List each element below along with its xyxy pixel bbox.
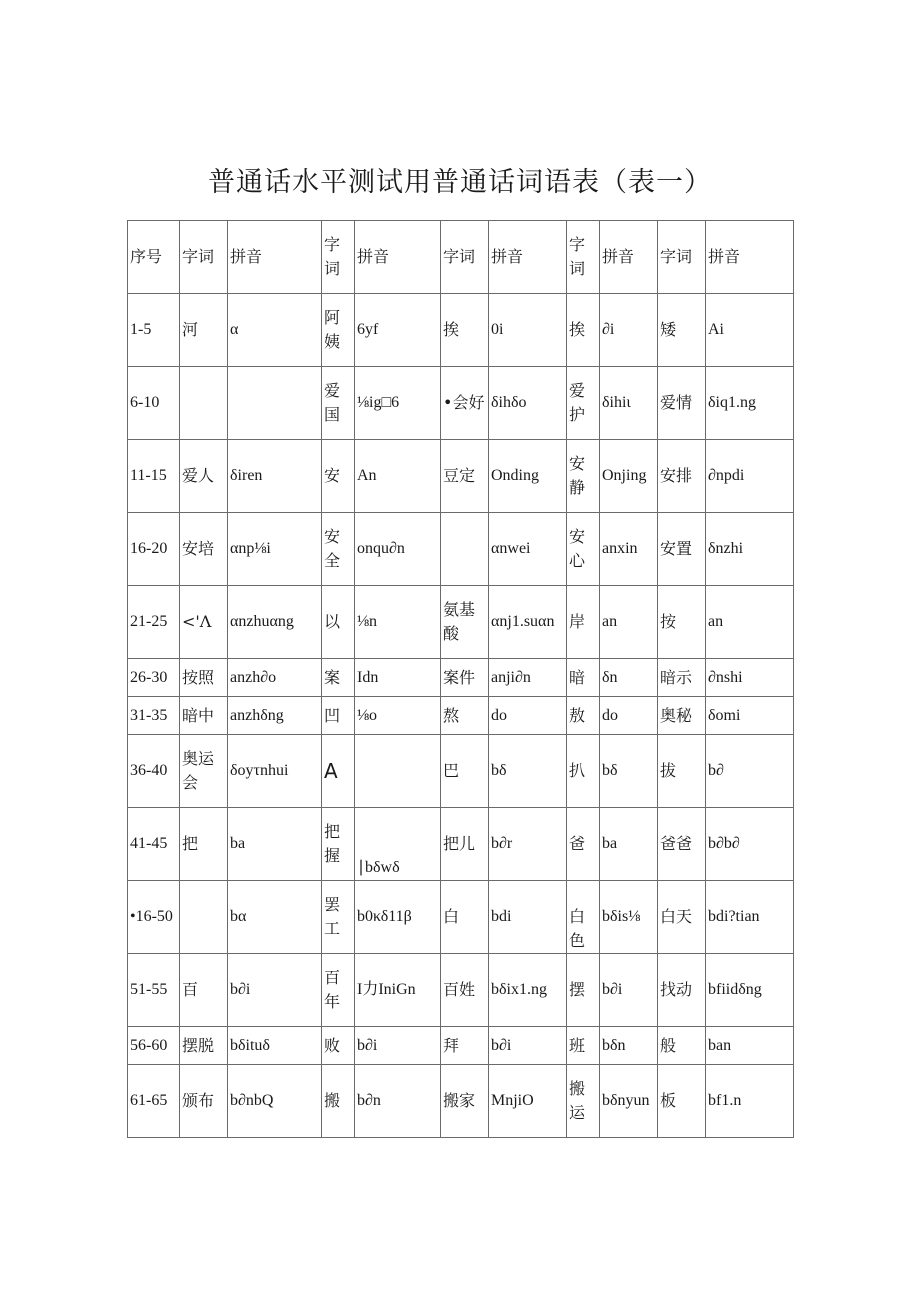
word-cell: 巴 (441, 735, 489, 808)
pinyin-cell: δiq1.ng (706, 367, 794, 440)
header-cell: 字词 (441, 221, 489, 294)
pinyin-cell: an (600, 586, 658, 659)
row-number: 31-35 (128, 697, 180, 735)
word-cell: 挨 (441, 294, 489, 367)
pinyin-cell: anzhδng (228, 697, 322, 735)
pinyin-cell: δn (600, 659, 658, 697)
word-cell: 爸爸 (658, 808, 706, 881)
pinyin-cell: ban (706, 1027, 794, 1065)
row-number: 21-25 (128, 586, 180, 659)
word-cell: 摆脱 (180, 1027, 228, 1065)
pinyin-cell: ∣bδwδ (355, 808, 441, 881)
pinyin-cell: ba (228, 808, 322, 881)
word-cell: •会好 (441, 367, 489, 440)
word-cell: 阿姨 (322, 294, 355, 367)
pinyin-cell: bδnyun (600, 1065, 658, 1138)
word-cell: 爱护 (567, 367, 600, 440)
word-cell: 安培 (180, 513, 228, 586)
word-cell: 白色 (567, 881, 600, 954)
pinyin-cell: bδn (600, 1027, 658, 1065)
pinyin-cell: bδ (600, 735, 658, 808)
pinyin-cell: α (228, 294, 322, 367)
word-cell: 安排 (658, 440, 706, 513)
word-cell: 爱国 (322, 367, 355, 440)
word-cell: 把儿 (441, 808, 489, 881)
table-row (128, 881, 794, 954)
pinyin-cell: bδix1.ng (489, 954, 567, 1027)
word-cell: 搬 (322, 1065, 355, 1138)
word-cell: 扒 (567, 735, 600, 808)
pinyin-cell: δoyτnhui (228, 735, 322, 808)
pinyin-cell: ⅛ig□6 (355, 367, 441, 440)
word-cell: 罢工 (322, 881, 355, 954)
header-cell: 字词 (180, 221, 228, 294)
word-cell: 按 (658, 586, 706, 659)
pinyin-cell: αnj1.suαn (489, 586, 567, 659)
word-cell: 爸 (567, 808, 600, 881)
word-cell: 百 (180, 954, 228, 1027)
word-cell: 安静 (567, 440, 600, 513)
word-cell: 奥秘 (658, 697, 706, 735)
word-cell: 爱人 (180, 440, 228, 513)
header-cell: 字词 (567, 221, 600, 294)
word-cell (180, 881, 228, 954)
pinyin-cell: b∂r (489, 808, 567, 881)
table-row (128, 1027, 794, 1065)
word-cell (441, 513, 489, 586)
header-cell: 字词 (658, 221, 706, 294)
pinyin-cell: Idn (355, 659, 441, 697)
pinyin-cell: δnzhi (706, 513, 794, 586)
word-cell: 颁布 (180, 1065, 228, 1138)
page-title: 普通话水平测试用普通话词语表（表一） (208, 167, 712, 198)
pinyin-cell: b∂i (489, 1027, 567, 1065)
table-row (128, 513, 794, 586)
word-cell: 凹 (322, 697, 355, 735)
word-cell: 拔 (658, 735, 706, 808)
pinyin-cell: b∂nbQ (228, 1065, 322, 1138)
pinyin-cell: δihδo (489, 367, 567, 440)
pinyin-cell: An (355, 440, 441, 513)
pinyin-cell: b∂i (355, 1027, 441, 1065)
word-cell: 案件 (441, 659, 489, 697)
pinyin-cell: αnzhuαng (228, 586, 322, 659)
word-cell: 暗中 (180, 697, 228, 735)
word-cell: 般 (658, 1027, 706, 1065)
word-cell: 矮 (658, 294, 706, 367)
word-cell: 把握 (322, 808, 355, 881)
table-row (128, 367, 794, 440)
row-number: 6-10 (128, 367, 180, 440)
word-cell: 安全 (322, 513, 355, 586)
word-cell: 敖 (567, 697, 600, 735)
table-row (128, 808, 794, 881)
pinyin-cell: bδituδ (228, 1027, 322, 1065)
pinyin-cell: bδis⅛ (600, 881, 658, 954)
table-row (128, 735, 794, 808)
row-number: 56-60 (128, 1027, 180, 1065)
pinyin-cell: ∂i (600, 294, 658, 367)
pinyin-cell: I力IniGn (355, 954, 441, 1027)
word-cell: 安心 (567, 513, 600, 586)
word-cell: 搬运 (567, 1065, 600, 1138)
pinyin-cell (228, 367, 322, 440)
row-number: 1-5 (128, 294, 180, 367)
row-number: 36-40 (128, 735, 180, 808)
pinyin-cell: MnjiO (489, 1065, 567, 1138)
word-cell: <'Λ (180, 586, 228, 659)
table-row (128, 1065, 794, 1138)
pinyin-cell: bfiidδng (706, 954, 794, 1027)
pinyin-cell: anji∂n (489, 659, 567, 697)
table-row (128, 659, 794, 697)
pinyin-cell: anxin (600, 513, 658, 586)
row-number: •16-50 (128, 881, 180, 954)
word-cell: 摆 (567, 954, 600, 1027)
header-cell: 拼音 (600, 221, 658, 294)
word-cell: 班 (567, 1027, 600, 1065)
header-cell: 拼音 (706, 221, 794, 294)
pinyin-cell: δiren (228, 440, 322, 513)
row-number: 51-55 (128, 954, 180, 1027)
word-cell: 以 (322, 586, 355, 659)
pinyin-cell: bdi?tian (706, 881, 794, 954)
word-cell: 白 (441, 881, 489, 954)
pinyin-cell: ∂npdi (706, 440, 794, 513)
word-cell: 板 (658, 1065, 706, 1138)
pinyin-cell: δihiι (600, 367, 658, 440)
pinyin-cell: anzh∂o (228, 659, 322, 697)
word-cell: 安 (322, 440, 355, 513)
word-cell: 找动 (658, 954, 706, 1027)
pinyin-cell: ⅛o (355, 697, 441, 735)
pinyin-cell: b∂n (355, 1065, 441, 1138)
word-cell: 豆定 (441, 440, 489, 513)
table-row (128, 954, 794, 1027)
pinyin-cell: b∂ (706, 735, 794, 808)
row-number: 41-45 (128, 808, 180, 881)
word-cell: 百姓 (441, 954, 489, 1027)
header-cell: 拼音 (355, 221, 441, 294)
pinyin-cell: Onjing (600, 440, 658, 513)
pinyin-cell: ⅛n (355, 586, 441, 659)
pinyin-cell: ∂nshi (706, 659, 794, 697)
table-row (128, 697, 794, 735)
word-cell: 奥运会 (180, 735, 228, 808)
pinyin-cell: do (489, 697, 567, 735)
header-cell: 拼音 (489, 221, 567, 294)
pinyin-cell: bα (228, 881, 322, 954)
row-number: 61-65 (128, 1065, 180, 1138)
pinyin-cell: bf1.n (706, 1065, 794, 1138)
word-cell: 案 (322, 659, 355, 697)
table-row (128, 294, 794, 367)
pinyin-cell: b∂i (228, 954, 322, 1027)
header-cell: 拼音 (228, 221, 322, 294)
word-cell: 百年 (322, 954, 355, 1027)
pinyin-cell: do (600, 697, 658, 735)
pinyin-cell: Ai (706, 294, 794, 367)
word-cell: 熬 (441, 697, 489, 735)
row-number: 26-30 (128, 659, 180, 697)
table-row (128, 586, 794, 659)
row-number: 16-20 (128, 513, 180, 586)
word-cell: 暗示 (658, 659, 706, 697)
word-cell: 白天 (658, 881, 706, 954)
word-cell: 岸 (567, 586, 600, 659)
word-cell: 按照 (180, 659, 228, 697)
pinyin-cell: b0κδ11β (355, 881, 441, 954)
row-number: 11-15 (128, 440, 180, 513)
pinyin-cell: bdi (489, 881, 567, 954)
pinyin-cell: 0i (489, 294, 567, 367)
pinyin-cell: an (706, 586, 794, 659)
word-cell: 河 (180, 294, 228, 367)
word-cell: A (322, 735, 355, 808)
word-cell: 爱情 (658, 367, 706, 440)
pinyin-cell: δomi (706, 697, 794, 735)
pinyin-cell: ba (600, 808, 658, 881)
word-cell: 氨基酸 (441, 586, 489, 659)
vocabulary-table (127, 220, 794, 1138)
word-cell: 搬家 (441, 1065, 489, 1138)
table-row (128, 440, 794, 513)
pinyin-cell: 6yf (355, 294, 441, 367)
word-cell (180, 367, 228, 440)
pinyin-cell: bδ (489, 735, 567, 808)
word-cell: 败 (322, 1027, 355, 1065)
pinyin-cell: onqu∂n (355, 513, 441, 586)
word-cell: 安置 (658, 513, 706, 586)
word-cell: 暗 (567, 659, 600, 697)
table-header-row (128, 221, 794, 294)
word-cell: 挨 (567, 294, 600, 367)
header-cell: 序号 (128, 221, 180, 294)
pinyin-cell (355, 735, 441, 808)
word-cell: 拜 (441, 1027, 489, 1065)
pinyin-cell: b∂i (600, 954, 658, 1027)
pinyin-cell: Onding (489, 440, 567, 513)
header-cell: 字词 (322, 221, 355, 294)
pinyin-cell: αnwei (489, 513, 567, 586)
pinyin-cell: αnp⅛i (228, 513, 322, 586)
pinyin-cell: b∂b∂ (706, 808, 794, 881)
word-cell: 把 (180, 808, 228, 881)
